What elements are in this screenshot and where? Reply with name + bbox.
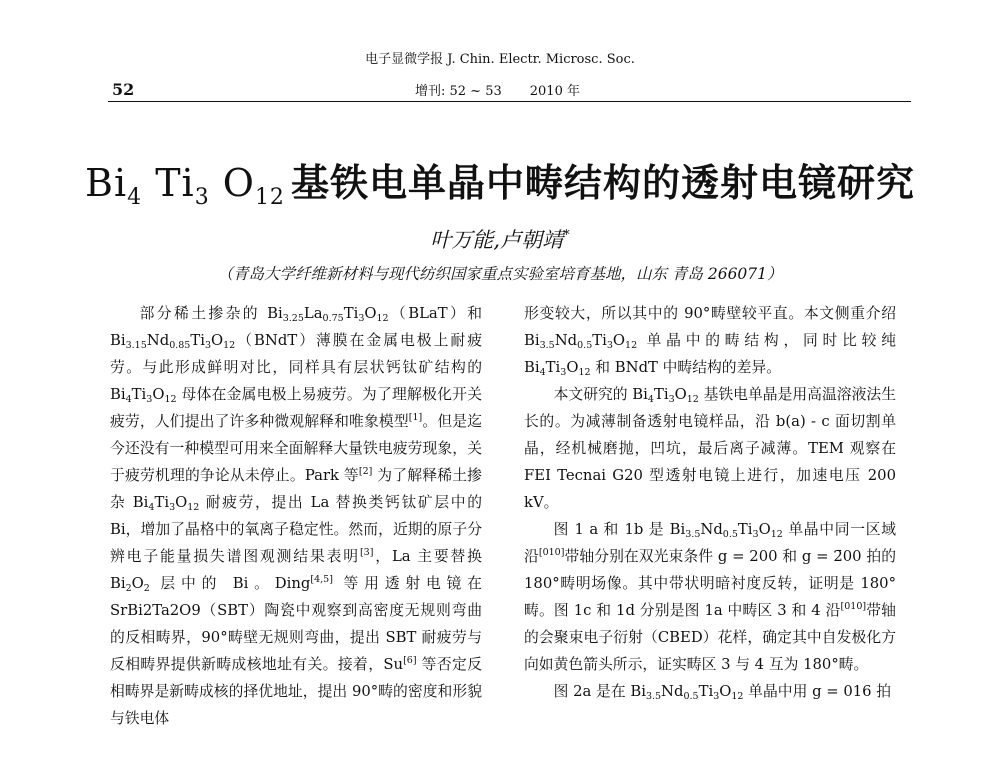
intro-paragraph: 部分稀土掺杂的 $Bi_{3.25}La_{0.75}Ti_3O_{12}(BLaT)$和 $Bi_{3.15}Nd_{0.85}Ti_3O_{12}(BNdT)$薄膜在金属电极上耐疲劳。与此形成鲜明对比，同样具有层状钙钛矿结构的 $Bi_4Ti_3O_{12}$ 母体在金属电极上易疲劳。为了理解极化开关疲劳，人们提出了许多种微观解释和唯象模型[1]。但是迄今还没有一种模型可用来全面解释大量铁电疲劳现象，关于疲劳机理的争论从未停止。Park 等[2] 为了解释稀土掺杂 $Bi_4Ti_3O_{12}$ 耐疲劳，提出 La 替换类钙钛矿层中的 Bi，增加了晶格中的氧离子稳定性。然而，近期的原子分辨电子能量损失谱图观测结果表明[3]，La 主要替换 $Bi_2O_2$ 层中的 Bi。Ding[4,5] 等用透射电镜在 SrBi2Ta2O9（SBT）陶瓷中观察到高密度无规则弯曲的反相畴界，90°畴壁无规则弯曲，提出 SBT 耐疲劳与反相畴界提供新畴成核地址有关。接着，Su[6] 等否定反相畴界是新畴成核的择优地址，提出 90°畴的密度和形貌与铁电体 [110,305,483,727]
author-names: 叶万能,卢朝靖 [430,228,564,252]
intro-paragraph-continued: 形变较大，所以其中的 90°畴壁较平直。本文侧重介绍 $Bi_{3.5}Nd_{0.5}Ti_3O_{12}$ 单晶中的畴结构，同时比较纯 $Bi_4Ti_3O_{12}$ 和 BNdT 中畴结构的差异。 [524,305,896,378]
right-column [524,300,896,705]
issue-pages: 增刊: 52 ~ 53 [415,84,502,99]
figure2-paragraph: 图 2a 是在 $Bi_{3.5}Nd_{0.5}Ti_3O_{12}$ 单晶中用 g = 016 拍 [553,683,892,702]
methods-paragraph: 本文研究的 $Bi_4Ti_3O_{12}$ 基铁电单晶是用高温溶液法生长的。为减薄制备透射电镜样品，沿 b(a) - c 面切割单晶，经机械磨抛，凹坑，最后离子减薄。TEM 观察在 FEI Tecnai G20 型透射电镜上进行，加速电压 200 kV。 [524,386,896,511]
corresponding-mark: * [563,228,570,243]
figure1-paragraph: 图 1 a 和 1b 是 $Bi_{3.5}Nd_{0.5}Ti_3O_{12}$ 单晶中同一区域沿[010]带轴分别在双光束条件 g = 200 和 g = 2̄00 拍的 180°畴明场像。其中带状明暗衬度反转，证明是 180°畴。图 1c 和 1d 分别是图 1a 中畴区 3 和 4 沿[010]带轴的会聚束电子衍射（CBED）花样，确定其中自发极化方向如黄色箭头所示，证实畴区 3 与 4 互为 180°畴。 [524,521,896,673]
issue-year: 2010 年 [529,84,580,99]
title-text: 基铁电单晶中畴结构的透射电镜研究 [290,160,915,205]
page-number: 52 [112,80,135,99]
title-formula: $Bi_4$ $Ti_3$ $O_{12}$ [85,161,285,210]
authors [0,224,1000,254]
journal-name: 电子显微学报 J. Chin. Electr. Microsc. Soc. [365,52,635,67]
left-column [110,300,482,732]
article-title [0,152,1000,210]
issue-info [415,80,580,99]
affiliation: （青岛大学纤维新材料与现代纺织国家重点实验室培育基地，山东 青岛 266071） [217,265,783,283]
header-rule [108,101,911,102]
